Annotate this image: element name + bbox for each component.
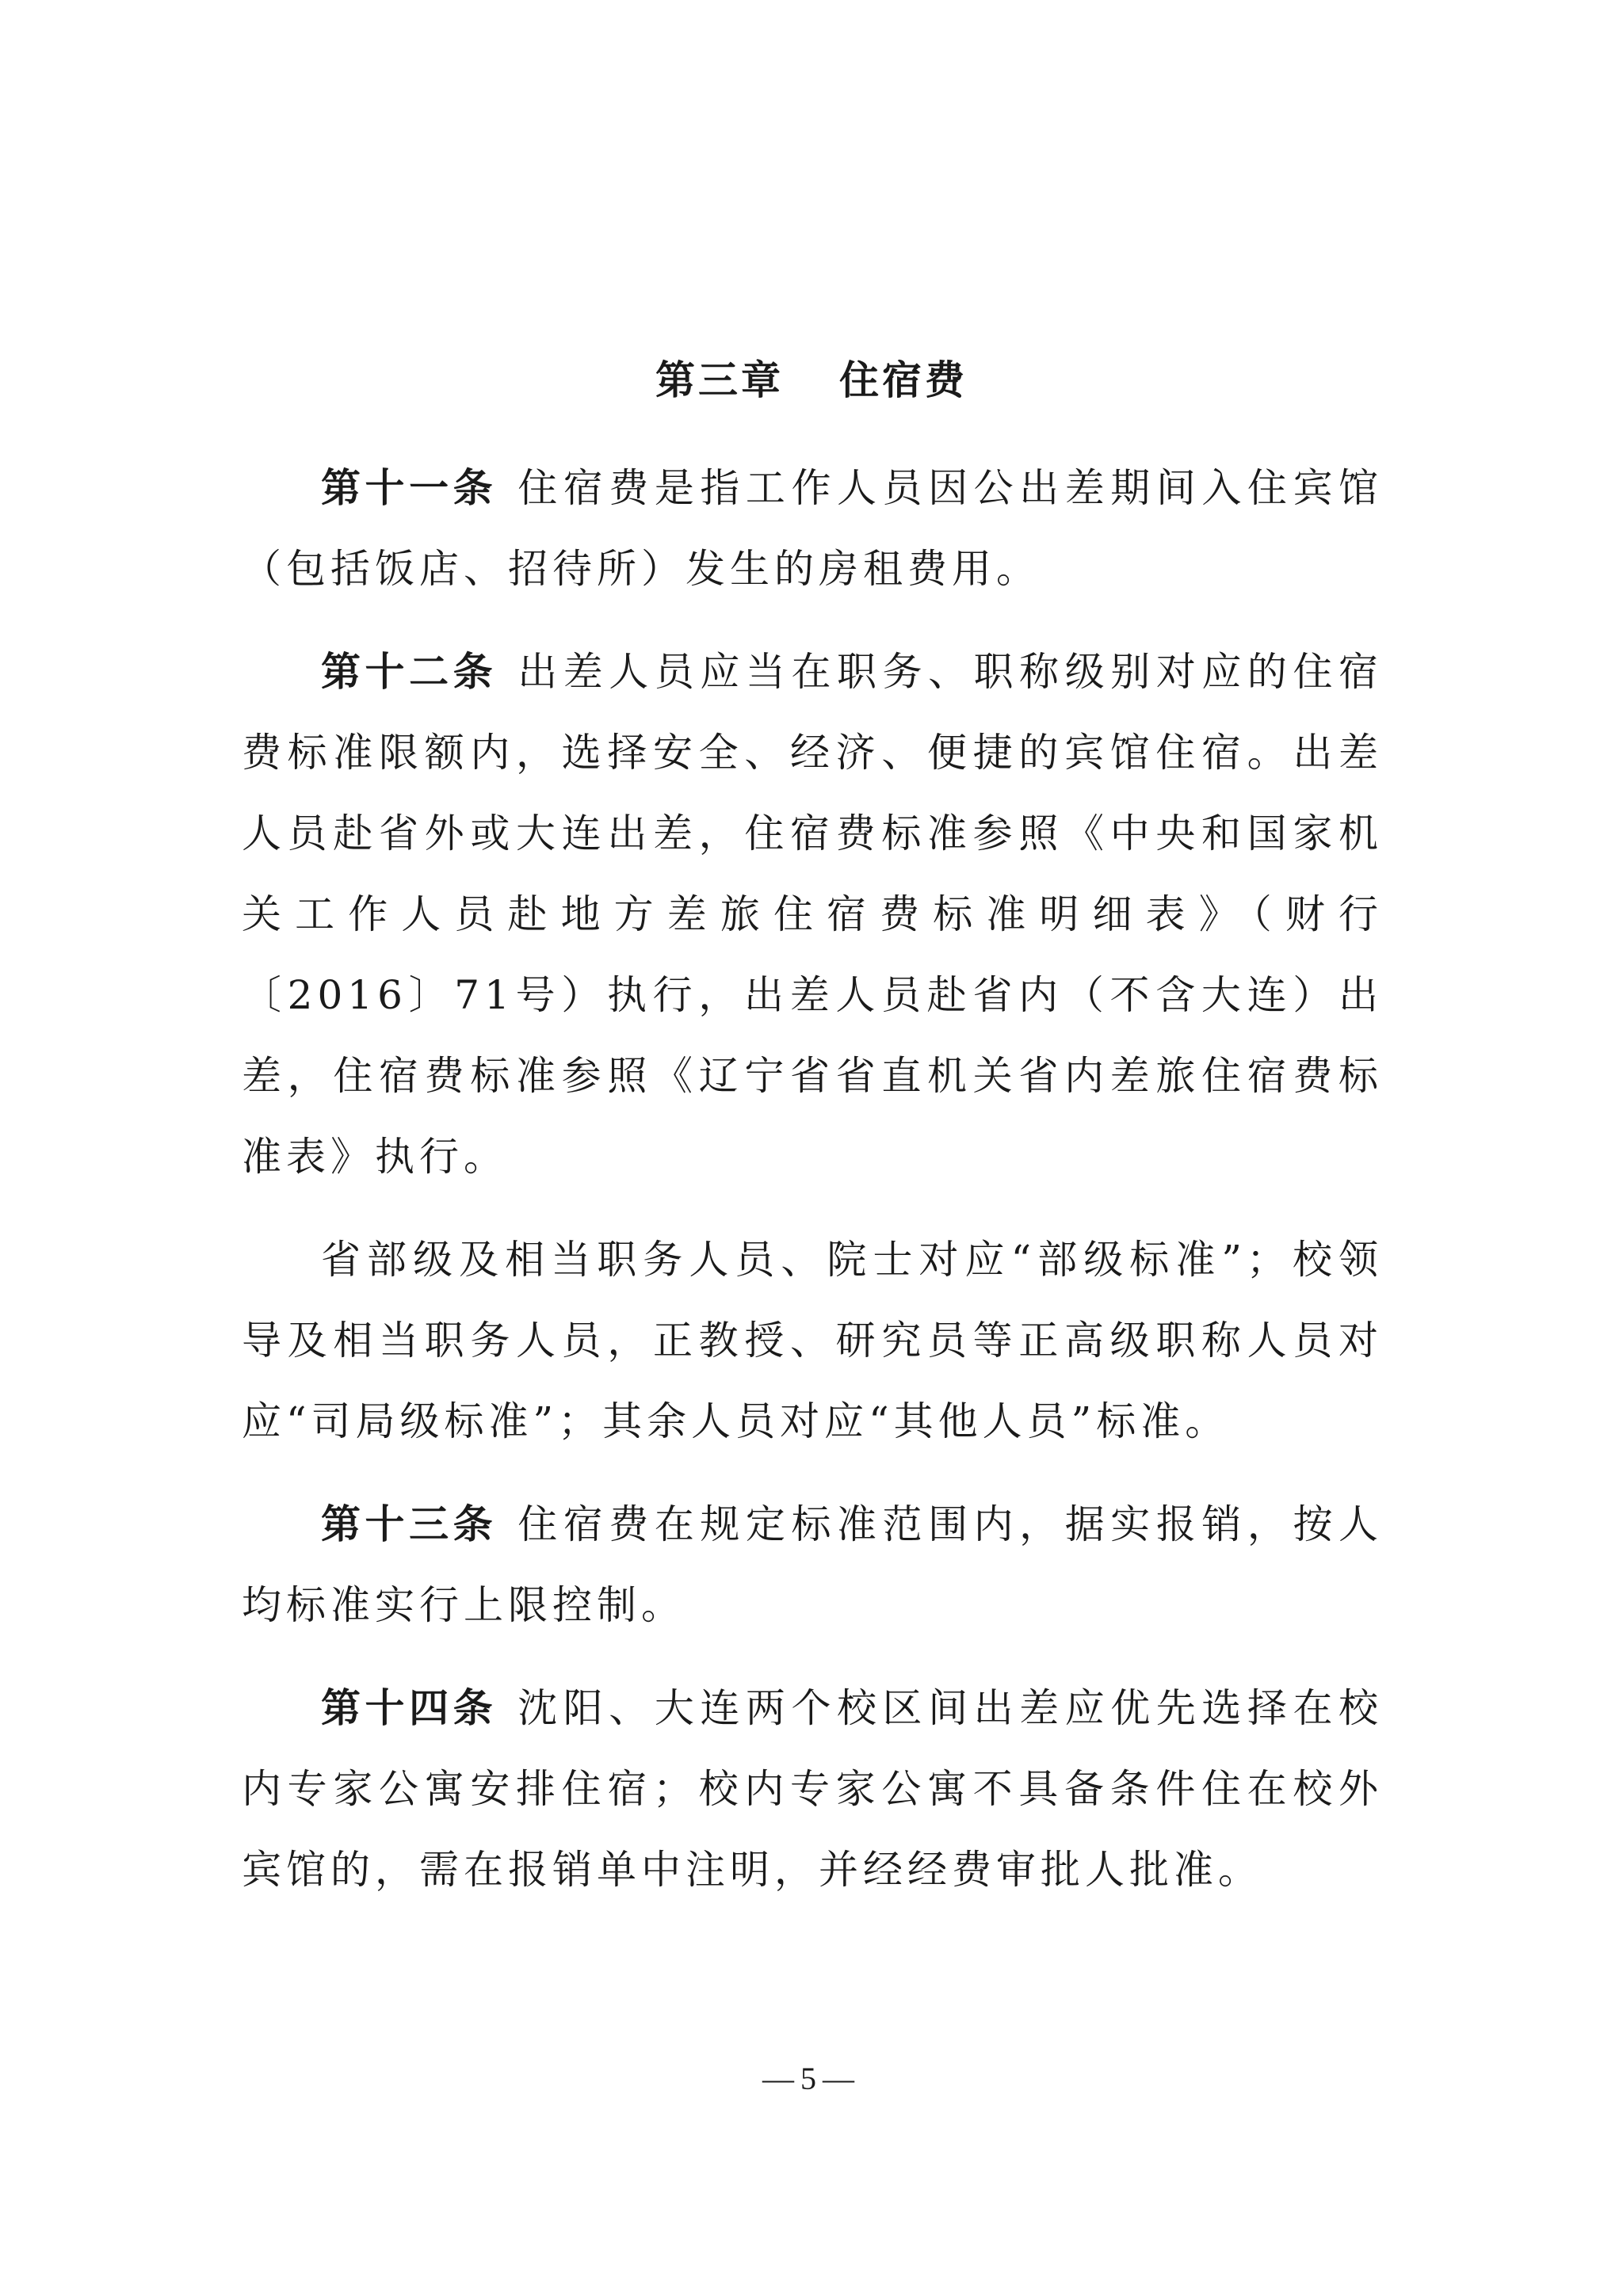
- article-13-text: 住宿费在规定标准范围内，据实报销，按人均标准实行上限控制。: [242, 1501, 1384, 1628]
- body-text: [242, 448, 1383, 1910]
- chapter-number: 第三章: [655, 357, 784, 403]
- rank-standards-paragraph: [242, 1219, 1383, 1462]
- chapter-title: 住宿费: [839, 357, 968, 403]
- article-14-paragraph: [242, 1668, 1383, 1910]
- article-11-text: 住宿费是指工作人员因公出差期间入住宾馆（包括饭店、招待所）发生的房租费用。: [242, 465, 1384, 592]
- article-14-text: 沈阳、大连两个校区间出差应优先选择在校内专家公寓安排住宿；校内专家公寓不具备条件住在校外宾馆的，需在报销单中注明，并经经费审批人批准。: [242, 1685, 1384, 1893]
- chapter-heading: [0, 349, 1623, 412]
- article-11-paragraph: [242, 448, 1383, 609]
- article-12-label: 第十二条: [321, 649, 498, 695]
- article-14-label: 第十四条: [321, 1685, 498, 1731]
- article-13-paragraph: [242, 1484, 1383, 1646]
- article-12-paragraph: [242, 631, 1383, 1197]
- article-11-label: 第十一条: [321, 465, 498, 511]
- article-13-label: 第十三条: [321, 1501, 498, 1547]
- page-number: —5—: [762, 2061, 861, 2096]
- article-12-text: 出差人员应当在职务、职称级别对应的住宿费标准限额内，选择安全、经济、便捷的宾馆住宿。出差人员赴省外或大连出差，住宿费标准参照《中央和国家机关工作人员赴地方差旅住宿费标准明细表》（财行〔2016〕71号）执行，出差人员赴省内（不含大连）出差，住宿费标准参照《辽宁省省直机关省内差旅住宿费标准表》执行。: [242, 649, 1384, 1180]
- rank-standards-text: 省部级及相当职务人员、院士对应“部级标准”；校领导及相当职务人员，正教授、研究员等正高级职称人员对应“司局级标准”；其余人员对应“其他人员”标准。: [242, 1237, 1383, 1444]
